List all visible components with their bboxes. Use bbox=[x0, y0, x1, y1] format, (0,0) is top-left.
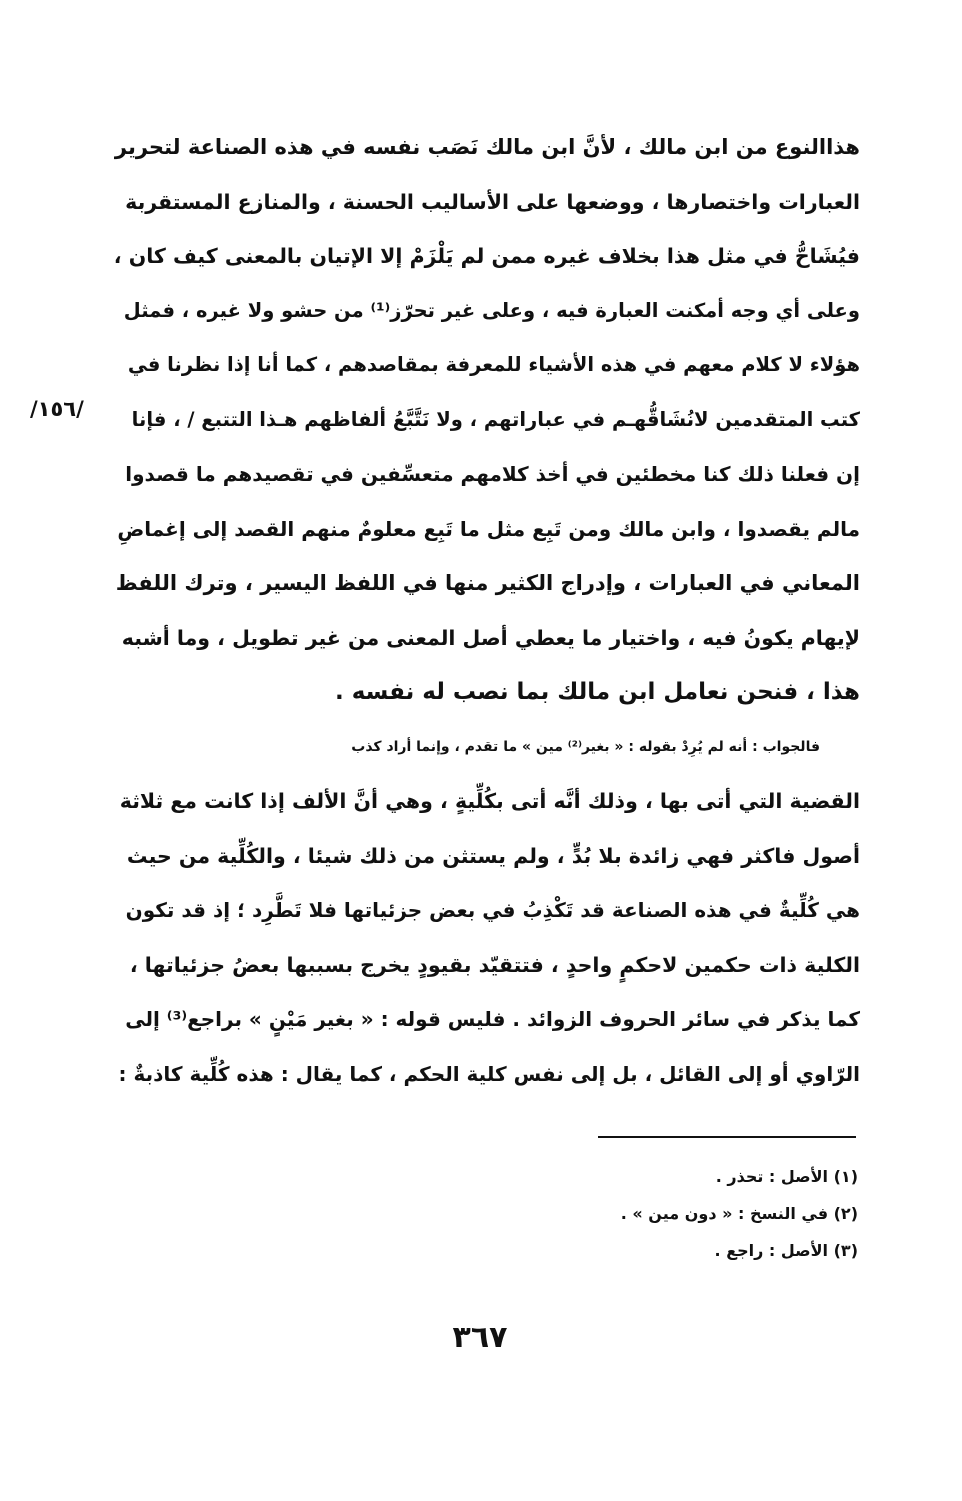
text-line: كما يذكر في سائر الحروف الزوائد . فليس قوله : « بغير مَيْنٍ » براجع⁽³⁾ إلى bbox=[125, 1007, 860, 1031]
footnote-3: (٣) الأصل : راجع . bbox=[714, 1241, 858, 1260]
footnotes bbox=[520, 1158, 858, 1269]
footnote-1: (١) الأصل : تحذر . bbox=[715, 1167, 858, 1186]
footnote-2: (٢) في النسخ : « دون مين » . bbox=[620, 1204, 858, 1223]
footnote-divider bbox=[598, 1136, 856, 1138]
text-line: هي كُلِّيةٌ في هذه الصناعة قد تَكْذِبُ في بعض جزئياتها فلا تَطَّرِد ؛ إذ قد تكون bbox=[125, 898, 860, 922]
text-line: الرّاوي أو إلى القائل ، بل إلى نفس كلية الحكم ، كما يقال : هذه كُلِّية كاذبةٌ : bbox=[118, 1061, 860, 1086]
text-line: فيُشَاحُّ في مثل هذا بخلاف غيره ممن لم يَلْزَمْ إلا الإتيان بالمعنى كيف كان ، bbox=[113, 244, 860, 268]
text-line: وعلى أي وجه أمكنت العبارة فيه ، وعلى غير تحرّز⁽¹⁾ من حشو ولا غيره ، فمثل bbox=[123, 298, 860, 322]
page-number: ٣٦٧ bbox=[452, 1320, 508, 1355]
text-line: مالم يقصدوا ، وابن مالك ومن تَبِع مثل ما تَبِع معلومٌ منهم القصد إلى إغماضِ bbox=[117, 516, 860, 541]
text-line: فالجواب : أنه لم يُرِدْ بقوله : « بغير⁽²⁾ مين » ما تقدم ، وإنما أراد كذب bbox=[351, 738, 820, 755]
paragraph-2 bbox=[115, 720, 860, 1102]
text-line: لإيهام يكونُ فيه ، واختيار ما يعطي أصل المعنى من غير تطويل ، وما أشبه bbox=[121, 625, 860, 650]
paragraph-1 bbox=[115, 120, 860, 720]
text-line: أصول فاكثر فهي زائدة بلا بُدٍّ ، ولم يستثن من ذلك شيئا ، والكُلِّية من حيث bbox=[126, 843, 860, 868]
text-line: إن فعلنا ذلك كنا مخطئين في أخذ كلامهم متعسِّفين في تقصيدهم ما قصدوا bbox=[125, 462, 860, 486]
text-line: القضية التي أتى بها ، وذلك أنَّه أتى بكُلِّيةٍ ، وهي أنَّ الألف إذا كانت مع ثلاثة bbox=[119, 789, 860, 813]
text-line: هذا ، فنحن نعامل ابن مالك بما نصب له نفسه . bbox=[334, 679, 860, 705]
text-line: كتب المتقدمين لانُشَاقُّهـم في عباراتهم ، ولا نَتَّبَّعُ ألفاظهم هـذا التتبع / ، فإنا bbox=[131, 407, 860, 431]
text-line: الكلية ذات حكمين لاحكمٍ واحدٍ ، فتتقيّد بقيودٍ يخرج بسببها بعضُ جزئياتها ، bbox=[129, 952, 860, 977]
text-line: العبارات واختصارها ، ووضعها على الأساليب الحسنة ، والمنازع المستقربة bbox=[125, 189, 860, 214]
margin-folio-note: /١٥٦/ bbox=[30, 397, 84, 421]
text-line: هؤلاء لا كلام معهم في هذه الأشياء للمعرفة بمقاصدهم ، كما أنا إذا نظرنا في bbox=[127, 353, 860, 376]
main-text bbox=[115, 120, 860, 1101]
text-line: المعاني في العبارات ، وإدراج الكثير منها في اللفظ اليسير ، وترك اللفظ bbox=[115, 571, 860, 595]
text-line: هذاالنوع من ابن مالك ، لأنَّ ابن مالك نَصَب نفسه في هذه الصناعة لتحرير bbox=[114, 135, 860, 159]
